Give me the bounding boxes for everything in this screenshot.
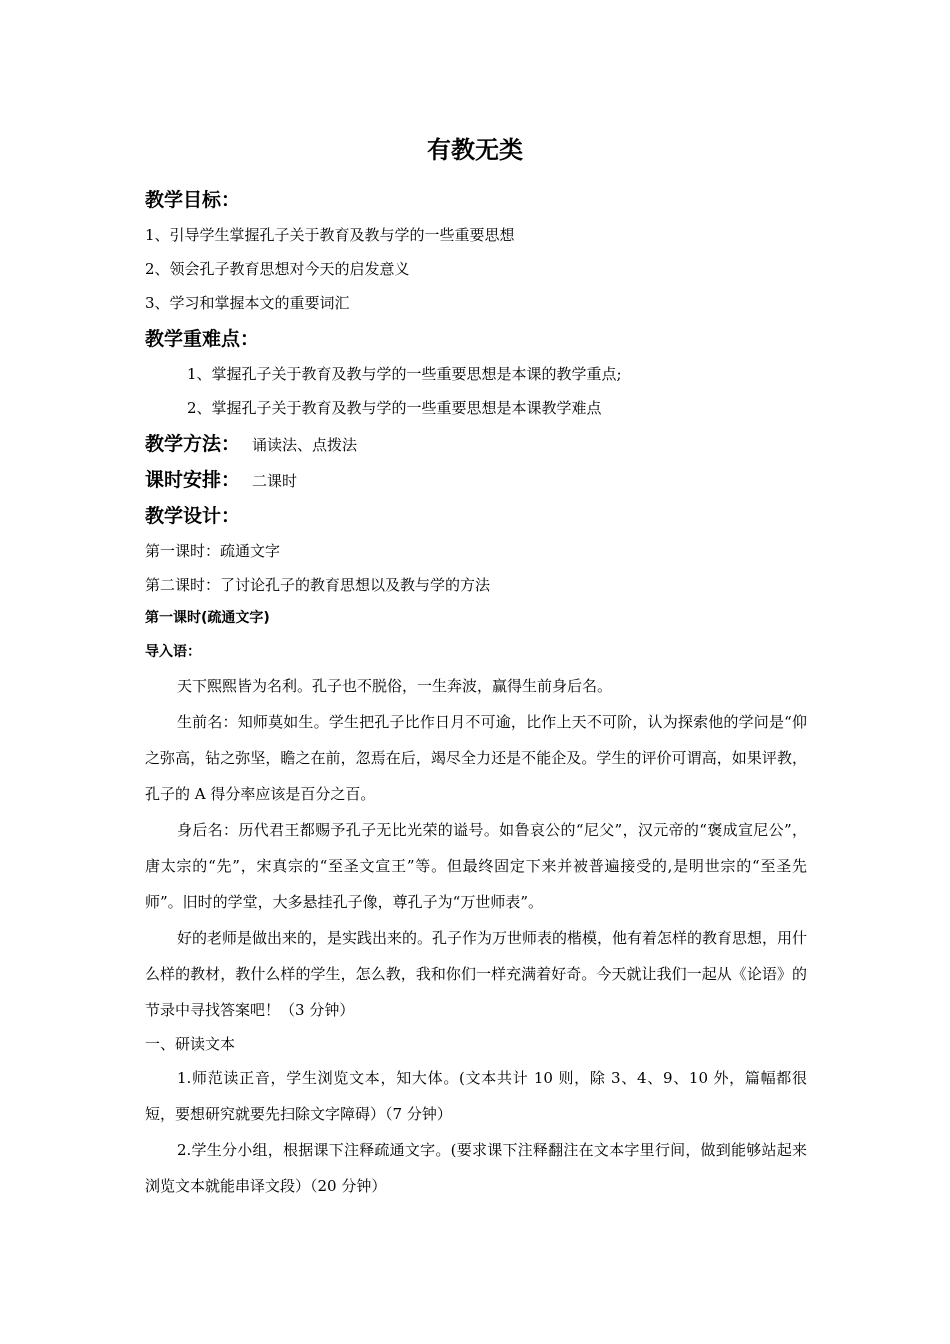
schedule-heading: 课时安排：: [145, 469, 241, 491]
intro-paragraph-3: 身后名：历代君王都赐予孔子无比光荣的谥号。如鲁哀公的“尼父”，汉元帝的“褒成宣尼公”，唐太宗的“先”，宋真宗的“至圣文宣王”等。但最终固定下来并被普遍接受的,是明世宗的“至圣先师”。旧时的学堂，大多悬挂孔子像，尊孔子为“万世师表”。: [145, 821, 807, 911]
method-heading: 教学方法：: [145, 433, 241, 455]
objective-item-3: 3、学习和掌握本文的重要词汇: [145, 294, 350, 312]
objective-item-1: 1、引导学生掌握孔子关于教育及教与学的一些重要思想: [145, 226, 515, 244]
key-point-item-1: 1、掌握孔子关于教育及教与学的一些重要思想是本课的教学重点;: [187, 365, 622, 383]
design-heading: 教学设计：: [145, 505, 241, 527]
intro-paragraph-2: 生前名：知师莫如生。学生把孔子比作日月不可逾，比作上天不可阶，认为探索他的学问是“仰之弥高，钻之弥坚，瞻之在前，忽焉在后，竭尽全力还是不能企及。学生的评价可谓高，如果评教，孔子的 A 得分率应该是百分之百。: [145, 713, 807, 803]
design-item-2: 第二课时：了讨论孔子的教育思想以及教与学的方法: [145, 576, 491, 594]
schedule-value: 二课时: [252, 472, 298, 490]
objective-item-2: 2、领会孔子教育思想对今天的启发意义: [145, 260, 410, 278]
step-2: 2.学生分小组，根据课下注释疏通文字。(要求课下注释翻注在文本字里行间，做到能够站起来浏览文本就能串译文段）（20 分钟）: [145, 1141, 807, 1195]
objectives-heading: 教学目标：: [145, 189, 241, 211]
step-1: 1.师范读正音，学生浏览文本，知大体。(文本共计 10 则，除 3、4、9、10 外，篇幅都很短，要想研究就要先扫除文字障碍）（7 分钟）: [145, 1069, 807, 1123]
design-item-1: 第一课时：疏通文字: [145, 542, 281, 560]
page-title: 有教无类: [427, 136, 523, 164]
lesson1-heading: 第一课时(疏通文字): [145, 610, 270, 626]
method-value: 诵读法、点拨法: [252, 436, 358, 454]
key-points-heading: 教学重难点：: [145, 328, 260, 350]
key-point-item-2: 2、掌握孔子关于教育及教与学的一些重要思想是本课教学难点: [187, 399, 602, 417]
intro-paragraph-1: 天下熙熙皆为名利。孔子也不脱俗，一生奔波，赢得生前身后名。: [177, 677, 613, 695]
method-row: [145, 430, 357, 459]
intro-label: 导入语：: [145, 644, 201, 660]
schedule-row: [145, 466, 297, 495]
section-heading-study-text: 一、研读文本: [145, 1035, 236, 1053]
intro-paragraph-4: 好的老师是做出来的，是实践出来的。孔子作为万世师表的楷模，他有着怎样的教育思想，用什么样的教材，教什么样的学生，怎么教，我和你们一样充满着好奇。今天就让我们一起从《论语》的节录中寻找答案吧！（3 分钟）: [145, 929, 808, 1019]
